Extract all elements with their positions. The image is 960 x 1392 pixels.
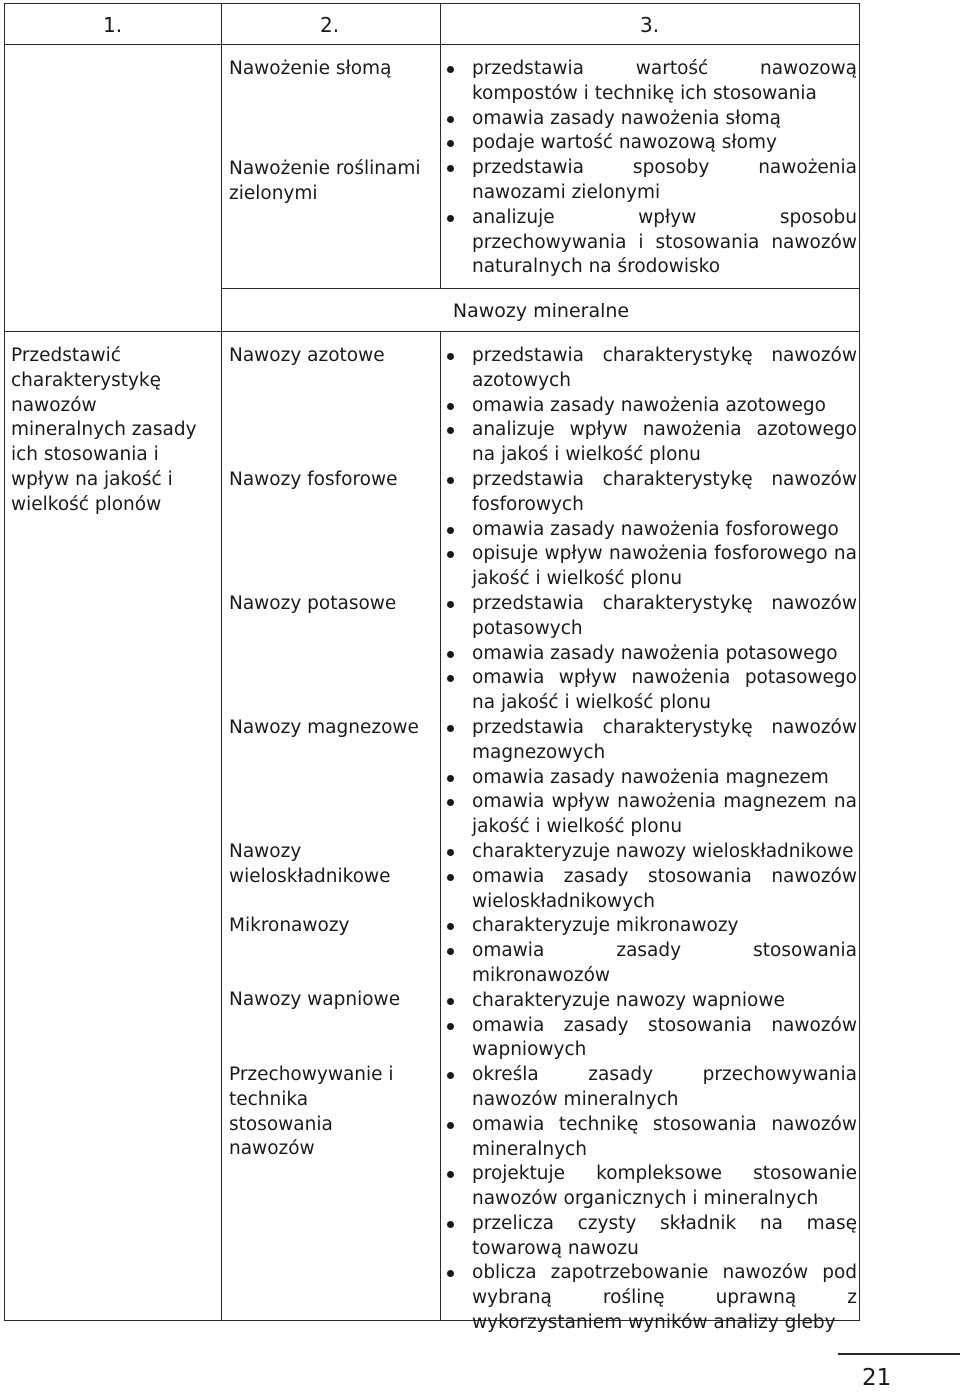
- learning-objective: Przedstawić charakterystykę nawozów mineralnych zasady ich stosowania i wpływ na jakość i wielkość plonów: [11, 345, 197, 515]
- outcome-item: charakteryzuje nawozy wieloskładnikowe: [445, 840, 857, 865]
- topic-green-manure: Nawożenie roślinami zielonymi: [229, 158, 421, 204]
- outcome-item: analizuje wpływ sposobu przechowywania i stosowania nawozów naturalnych na środowisko: [445, 206, 857, 280]
- outcome-item: opisuje wpływ nawożenia fosforowego na jakość i wielkość plonu: [445, 542, 857, 592]
- section-divider-top: [221, 288, 860, 289]
- col-divider-1: [221, 3, 222, 1321]
- outcome-item: omawia zasady nawożenia fosforowego: [445, 518, 857, 543]
- outcome-item: przedstawia charakterystykę nawozów fosforowych: [445, 468, 857, 518]
- outcome-item: omawia zasady stosowania nawozów wieloskładnikowych: [445, 865, 857, 915]
- page-number: 21: [862, 1365, 892, 1391]
- topic-magnesium: Nawozy magnezowe: [229, 717, 419, 738]
- outcome-item: omawia zasady nawożenia słomą: [445, 107, 857, 132]
- outcome-item: przedstawia charakterystykę nawozów potasowych: [445, 592, 857, 642]
- outcome-item: przedstawia sposoby nawożenia nawozami zielonymi: [445, 156, 857, 206]
- outcome-item: projektuje kompleksowe stosowanie nawozów organicznych i mineralnych: [445, 1162, 857, 1212]
- outcome-item: omawia wpływ nawożenia potasowego na jakość i wielkość plonu: [445, 666, 857, 716]
- topic-lime: Nawozy wapniowe: [229, 989, 401, 1010]
- col-divider-2-top: [440, 3, 441, 288]
- outcome-item: omawia zasady stosowania mikronawozów: [445, 939, 857, 989]
- topic-straw: Nawożenie słomą: [229, 58, 392, 79]
- topic-multicomponent: Nawozy wieloskładnikowe: [229, 841, 391, 887]
- outcome-item: przedstawia wartość nawozową kompostów i technikę ich stosowania: [445, 57, 857, 107]
- outcome-item: charakteryzuje nawozy wapniowe: [445, 989, 857, 1014]
- outcome-item: podaje wartość nawozową słomy: [445, 131, 857, 156]
- outcome-item: omawia zasady nawożenia potasowego: [445, 642, 857, 667]
- outcome-item: analizuje wpływ nawożenia azotowego na jakoś i wielkość plonu: [445, 418, 857, 468]
- outcome-item: omawia zasady nawożenia azotowego: [445, 394, 857, 419]
- header-col1: 1.: [103, 13, 123, 37]
- outcome-item: omawia zasady nawożenia magnezem: [445, 766, 857, 791]
- outcome-item: określa zasady przechowywania nawozów mineralnych: [445, 1063, 857, 1113]
- outcome-item: przedstawia charakterystykę nawozów azotowych: [445, 344, 857, 394]
- topic-potassium: Nawozy potasowe: [229, 593, 397, 614]
- section-divider-bottom: [4, 331, 860, 332]
- outcome-item: omawia zasady stosowania nawozów wapniowych: [445, 1014, 857, 1064]
- outcome-item: przelicza czysty składnik na masę towarową nawozu: [445, 1212, 857, 1262]
- outcome-item: omawia wpływ nawożenia magnezem na jakość i wielkość plonu: [445, 790, 857, 840]
- mineral-outcomes-list: [445, 344, 857, 1336]
- outcome-item: przedstawia charakterystykę nawozów magnezowych: [445, 716, 857, 766]
- topic-phosphorus: Nawozy fosforowe: [229, 469, 398, 490]
- topic-micronutrients: Mikronawozy: [229, 915, 350, 936]
- header-col2: 2.: [320, 13, 340, 37]
- topic-storage-technique: Przechowywanie i technika stosowania nawozów: [229, 1064, 394, 1160]
- organic-outcomes-list: [445, 57, 857, 280]
- topic-nitrogen: Nawozy azotowe: [229, 345, 385, 366]
- outcome-item: charakteryzuje mikronawozy: [445, 914, 857, 939]
- page-number-rule: [838, 1353, 960, 1355]
- outcome-item: omawia technikę stosowania nawozów mineralnych: [445, 1113, 857, 1163]
- outcome-item: oblicza zapotrzebowanie nawozów pod wybraną roślinę uprawną z wykorzystaniem wyników analizy gleby: [445, 1261, 857, 1335]
- header-col3: 3.: [640, 13, 660, 37]
- section-title: Nawozy mineralne: [452, 300, 630, 322]
- header-row-divider: [4, 44, 860, 45]
- col-divider-2-bottom: [440, 331, 441, 1321]
